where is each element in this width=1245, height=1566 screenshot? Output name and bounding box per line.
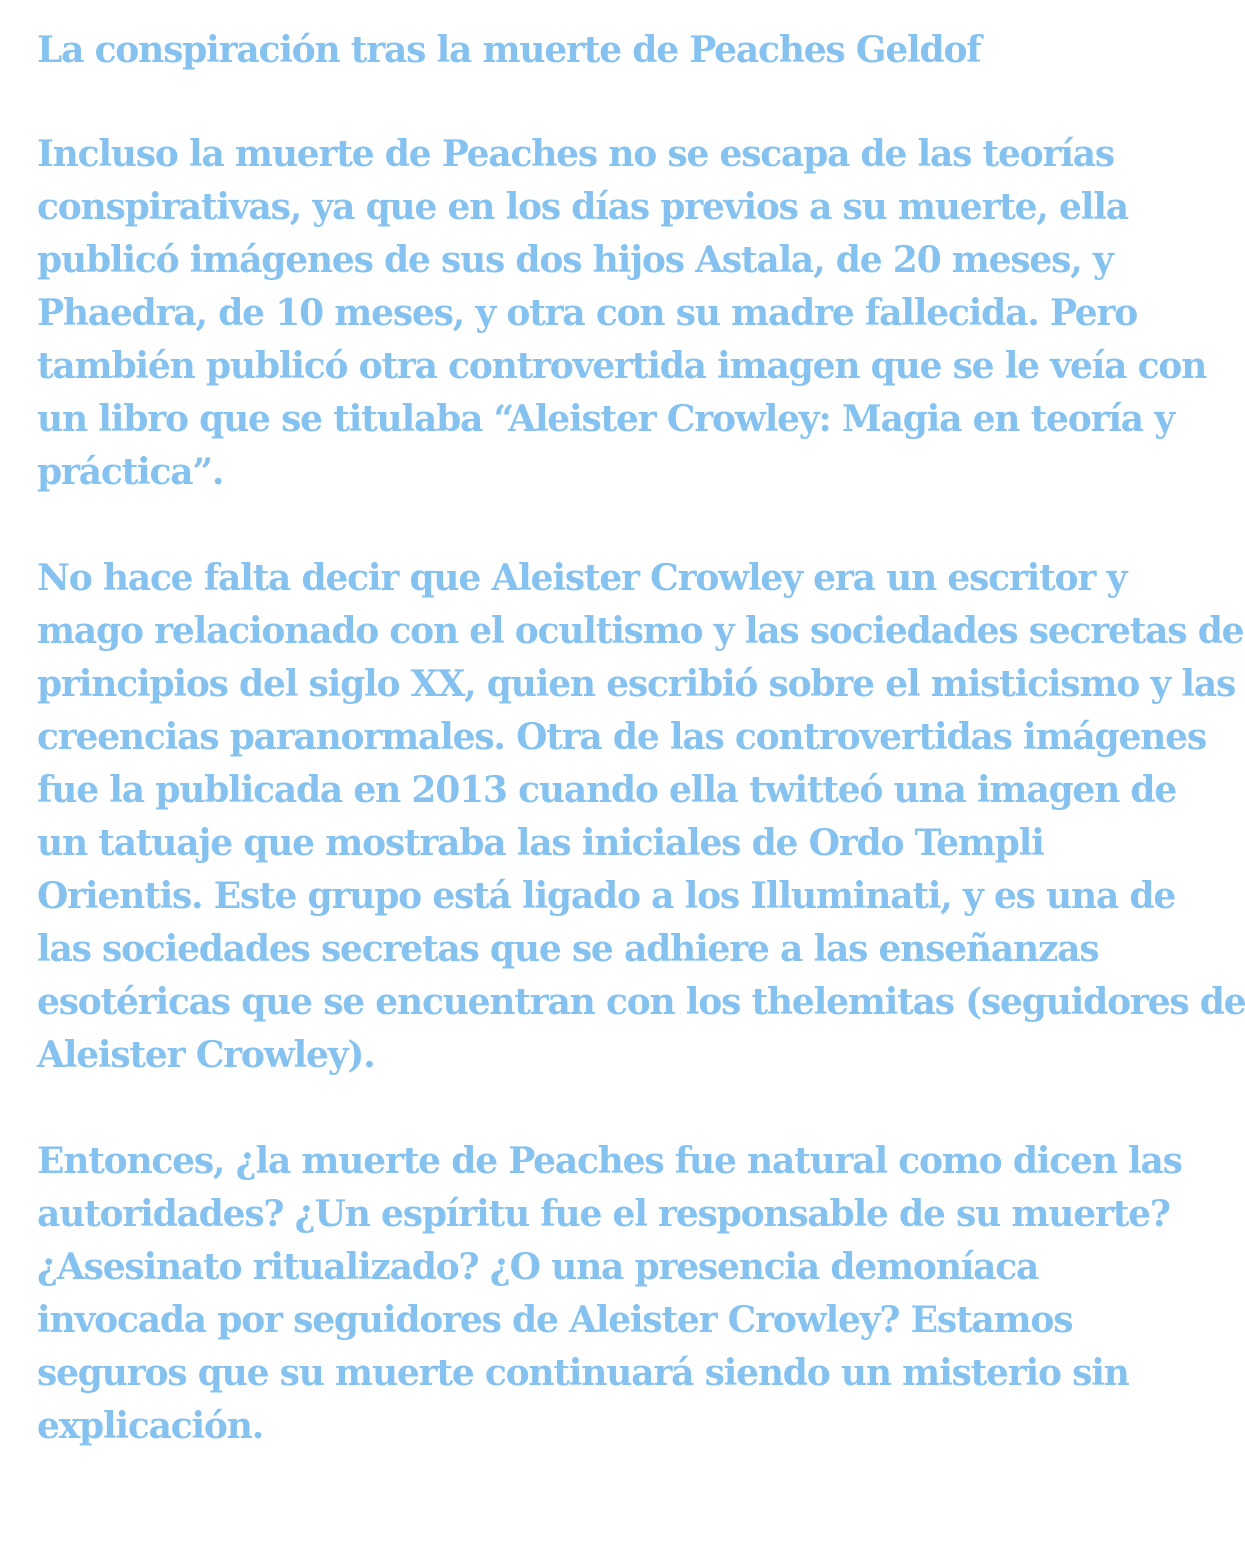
spacer (37, 499, 1147, 552)
text-line: creencias paranormales. Otra de las controvertidas imágenes (37, 716, 1206, 758)
text-line: autoridades? ¿Un espíritu fue el responsable de su muerte? (37, 1193, 1170, 1235)
article-title: La conspiración tras la muerte de Peaches Geldof (37, 29, 981, 71)
text-line: No hace falta decir que Aleister Crowley era un escritor y (37, 557, 1127, 599)
text-line: Entonces, ¿la muerte de Peaches fue natural como dicen las (37, 1140, 1182, 1182)
spacer (37, 1082, 1147, 1135)
text-line: práctica”. (37, 451, 224, 493)
paragraph-3 (37, 1135, 1182, 1453)
paragraph-1 (37, 128, 1207, 499)
text-line: Orientis. Este grupo está ligado a los Illuminati, y es una de (37, 875, 1176, 917)
text-line: principios del siglo XX, quien escribió sobre el misticismo y las (37, 663, 1236, 705)
text-line: publicó imágenes de sus dos hijos Astala, de 20 meses, y (37, 239, 1113, 281)
text-line: ¿Asesinato ritualizado? ¿O una presencia demoníaca (37, 1246, 1039, 1288)
text-line: Incluso la muerte de Peaches no se escapa de las teorías (37, 133, 1114, 175)
text-line: seguros que su muerte continuará siendo un misterio sin (37, 1352, 1129, 1394)
text-line: mago relacionado con el ocultismo y las sociedades secretas de (37, 610, 1244, 652)
text-line: fue la publicada en 2013 cuando ella twitteó una imagen de (37, 769, 1177, 811)
text-line: invocada por seguidores de Aleister Crowley? Estamos (37, 1299, 1073, 1341)
text-line: Aleister Crowley). (37, 1034, 375, 1076)
article (37, 22, 1245, 1453)
text-line: esotéricas que se encuentran con los thelemitas (seguidores de (37, 981, 1245, 1023)
text-line: Phaedra, de 10 meses, y otra con su madre fallecida. Pero (37, 292, 1138, 334)
text-line: explicación. (37, 1405, 264, 1447)
text-line: las sociedades secretas que se adhiere a las enseñanzas (37, 928, 1099, 970)
text-line: conspirativas, ya que en los días previos a su muerte, ella (37, 186, 1128, 228)
paragraph-2 (37, 552, 1245, 1082)
text-line: también publicó otra controvertida imagen que se le veía con (37, 345, 1207, 387)
text-line: un libro que se titulaba “Aleister Crowley: Magia en teoría y (37, 398, 1174, 440)
spacer (37, 78, 1147, 128)
text-line: un tatuaje que mostraba las iniciales de Ordo Templi (37, 822, 1044, 864)
